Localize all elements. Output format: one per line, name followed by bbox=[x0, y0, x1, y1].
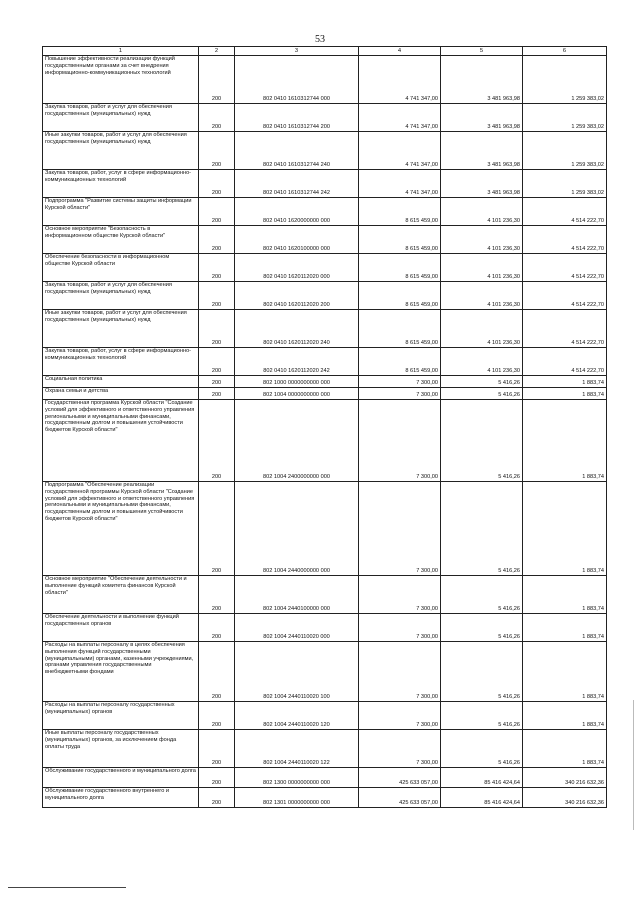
row-value-cell: 4 101 236,30 bbox=[441, 226, 523, 254]
row-value-cell: 5 416,26 bbox=[441, 642, 523, 702]
row-name-cell: Обеспечение безопасности в информационном обществе Курской области bbox=[43, 254, 199, 282]
row-value-cell: 5 416,26 bbox=[441, 730, 523, 768]
row-name-cell: Закупка товаров, работ, услуг в сфере информационно-коммуникационных технологий bbox=[43, 170, 199, 198]
row-value-cell: 340 216 632,36 bbox=[523, 768, 607, 788]
row-code-cell: 802 1301 0000000000 000 bbox=[235, 788, 359, 808]
row-name-cell: Закупка товаров, работ и услуг для обеспечения государственных (муниципальных) нужд bbox=[43, 104, 199, 132]
row-code-cell: 802 0410 1620112020 000 bbox=[235, 254, 359, 282]
row-value-cell: 7 300,00 bbox=[359, 730, 441, 768]
row-admin-cell: 200 bbox=[199, 702, 235, 730]
row-name-cell: Расходы на выплаты персоналу государственных (муниципальных) органов bbox=[43, 702, 199, 730]
row-name-cell: Закупка товаров, работ, услуг в сфере информационно-коммуникационных технологий bbox=[43, 348, 199, 376]
row-value-cell: 3 481 963,98 bbox=[441, 132, 523, 170]
row-value-cell: 8 615 459,00 bbox=[359, 226, 441, 254]
row-value-cell: 4 741 347,00 bbox=[359, 132, 441, 170]
row-value-cell: 4 101 236,30 bbox=[441, 254, 523, 282]
page-number: 53 bbox=[315, 34, 325, 45]
row-value-cell: 5 416,26 bbox=[441, 388, 523, 400]
row-name-cell: Повышение эффективности реализации функций государственными органами за счет внедрения информационно-коммуникационных технологий bbox=[43, 56, 199, 104]
row-admin-cell: 200 bbox=[199, 730, 235, 768]
row-value-cell: 3 481 963,98 bbox=[441, 170, 523, 198]
table-row bbox=[43, 56, 607, 104]
row-value-cell: 5 416,26 bbox=[441, 702, 523, 730]
row-value-cell: 1 883,74 bbox=[523, 702, 607, 730]
table-row bbox=[43, 104, 607, 132]
row-code-cell: 802 0410 1620112020 242 bbox=[235, 348, 359, 376]
row-value-cell: 7 300,00 bbox=[359, 400, 441, 482]
row-value-cell: 5 416,26 bbox=[441, 482, 523, 576]
row-admin-cell: 200 bbox=[199, 56, 235, 104]
row-admin-cell: 200 bbox=[199, 104, 235, 132]
row-value-cell: 1 883,74 bbox=[523, 642, 607, 702]
row-name-cell: Иные закупки товаров, работ и услуг для обеспечения государственных (муниципальных) нужд bbox=[43, 310, 199, 348]
table-row bbox=[43, 702, 607, 730]
row-value-cell: 85 416 424,64 bbox=[441, 768, 523, 788]
table-row bbox=[43, 614, 607, 642]
row-admin-cell: 200 bbox=[199, 388, 235, 400]
row-code-cell: 802 0410 1620000000 000 bbox=[235, 198, 359, 226]
row-value-cell: 4 514 222,70 bbox=[523, 226, 607, 254]
row-admin-cell: 200 bbox=[199, 482, 235, 576]
row-value-cell: 4 101 236,30 bbox=[441, 198, 523, 226]
table-row bbox=[43, 576, 607, 614]
row-code-cell: 802 1004 2400000000 000 bbox=[235, 400, 359, 482]
row-value-cell: 4 101 236,30 bbox=[441, 348, 523, 376]
header-cell: 3 bbox=[235, 47, 359, 56]
row-admin-cell: 200 bbox=[199, 348, 235, 376]
row-admin-cell: 200 bbox=[199, 576, 235, 614]
row-value-cell: 1 259 383,02 bbox=[523, 104, 607, 132]
row-name-cell: Социальная политика bbox=[43, 376, 199, 388]
row-value-cell: 5 416,26 bbox=[441, 614, 523, 642]
row-value-cell: 7 300,00 bbox=[359, 482, 441, 576]
row-value-cell: 5 416,26 bbox=[441, 400, 523, 482]
table-header-row bbox=[43, 47, 607, 56]
row-value-cell: 425 633 057,00 bbox=[359, 768, 441, 788]
row-value-cell: 8 615 459,00 bbox=[359, 254, 441, 282]
row-admin-cell: 200 bbox=[199, 226, 235, 254]
row-value-cell: 4 741 347,00 bbox=[359, 56, 441, 104]
row-name-cell: Расходы на выплаты персоналу в целях обеспечения выполнения функций государственными (муниципальными) органами, казенными учреждениями, органами управления государственными внебюджетными фондами bbox=[43, 642, 199, 702]
row-admin-cell: 200 bbox=[199, 614, 235, 642]
row-value-cell: 4 514 222,70 bbox=[523, 282, 607, 310]
row-code-cell: 802 1004 2440110020 000 bbox=[235, 614, 359, 642]
row-value-cell: 1 883,74 bbox=[523, 376, 607, 388]
row-value-cell: 1 883,74 bbox=[523, 388, 607, 400]
row-admin-cell: 200 bbox=[199, 170, 235, 198]
row-value-cell: 8 615 459,00 bbox=[359, 310, 441, 348]
row-admin-cell: 200 bbox=[199, 198, 235, 226]
row-value-cell: 1 259 383,02 bbox=[523, 132, 607, 170]
row-admin-cell: 200 bbox=[199, 768, 235, 788]
table-row bbox=[43, 282, 607, 310]
row-value-cell: 4 514 222,70 bbox=[523, 348, 607, 376]
row-value-cell: 8 615 459,00 bbox=[359, 282, 441, 310]
row-admin-cell: 200 bbox=[199, 282, 235, 310]
row-value-cell: 5 416,26 bbox=[441, 576, 523, 614]
row-value-cell: 4 514 222,70 bbox=[523, 198, 607, 226]
table-row bbox=[43, 482, 607, 576]
row-code-cell: 802 1000 0000000000 000 bbox=[235, 376, 359, 388]
row-value-cell: 7 300,00 bbox=[359, 642, 441, 702]
row-code-cell: 802 1300 0000000000 000 bbox=[235, 768, 359, 788]
row-value-cell: 4 101 236,30 bbox=[441, 310, 523, 348]
header-cell: 6 bbox=[523, 47, 607, 56]
row-value-cell: 8 615 459,00 bbox=[359, 198, 441, 226]
row-value-cell: 4 514 222,70 bbox=[523, 254, 607, 282]
row-value-cell: 3 481 963,98 bbox=[441, 56, 523, 104]
row-value-cell: 1 883,74 bbox=[523, 400, 607, 482]
table-row bbox=[43, 348, 607, 376]
row-code-cell: 802 0410 1620100000 000 bbox=[235, 226, 359, 254]
row-name-cell: Подпрограмма "Развитие системы защиты информации Курской области" bbox=[43, 198, 199, 226]
row-value-cell: 1 883,74 bbox=[523, 482, 607, 576]
row-name-cell: Иные закупки товаров, работ и услуг для обеспечения государственных (муниципальных) нужд bbox=[43, 132, 199, 170]
table-row bbox=[43, 730, 607, 768]
row-code-cell: 802 1004 2440000000 000 bbox=[235, 482, 359, 576]
row-value-cell: 8 615 459,00 bbox=[359, 348, 441, 376]
table-row bbox=[43, 198, 607, 226]
row-name-cell: Охрана семьи и детства bbox=[43, 388, 199, 400]
table-row bbox=[43, 310, 607, 348]
row-name-cell: Обслуживание государственного внутреннего и муниципального долга bbox=[43, 788, 199, 808]
row-admin-cell: 200 bbox=[199, 310, 235, 348]
row-name-cell: Основное мероприятие "Обеспечение деятельности и выполнение функций комитета финансов Курской области" bbox=[43, 576, 199, 614]
row-value-cell: 7 300,00 bbox=[359, 376, 441, 388]
table-row bbox=[43, 254, 607, 282]
header-cell: 4 bbox=[359, 47, 441, 56]
footer-divider bbox=[8, 887, 126, 888]
row-admin-cell: 200 bbox=[199, 400, 235, 482]
row-code-cell: 802 0410 1620112020 240 bbox=[235, 310, 359, 348]
row-admin-cell: 200 bbox=[199, 254, 235, 282]
table-row bbox=[43, 376, 607, 388]
row-admin-cell: 200 bbox=[199, 132, 235, 170]
row-code-cell: 802 1004 2440110020 100 bbox=[235, 642, 359, 702]
row-name-cell: Обеспечение деятельности и выполнение функций государственных органов bbox=[43, 614, 199, 642]
table-row bbox=[43, 788, 607, 808]
budget-table bbox=[42, 46, 607, 808]
row-value-cell: 1 259 383,02 bbox=[523, 56, 607, 104]
row-value-cell: 5 416,26 bbox=[441, 376, 523, 388]
row-code-cell: 802 0410 1610312744 000 bbox=[235, 56, 359, 104]
row-name-cell: Иные выплаты персоналу государственных (муниципальных) органов, за исключением фонда оплаты труда bbox=[43, 730, 199, 768]
row-value-cell: 4 741 347,00 bbox=[359, 170, 441, 198]
row-value-cell: 4 101 236,30 bbox=[441, 282, 523, 310]
table-row bbox=[43, 170, 607, 198]
row-code-cell: 802 1004 2440110020 122 bbox=[235, 730, 359, 768]
row-code-cell: 802 1004 2440100000 000 bbox=[235, 576, 359, 614]
row-value-cell: 7 300,00 bbox=[359, 614, 441, 642]
row-value-cell: 340 216 632,36 bbox=[523, 788, 607, 808]
row-name-cell: Закупка товаров, работ и услуг для обеспечения государственных (муниципальных) нужд bbox=[43, 282, 199, 310]
row-admin-cell: 200 bbox=[199, 642, 235, 702]
row-value-cell: 7 300,00 bbox=[359, 702, 441, 730]
table-row bbox=[43, 388, 607, 400]
table-row bbox=[43, 642, 607, 702]
scan-edge-mark bbox=[633, 700, 634, 830]
row-value-cell: 1 883,74 bbox=[523, 576, 607, 614]
header-cell: 2 bbox=[199, 47, 235, 56]
row-value-cell: 3 481 963,98 bbox=[441, 104, 523, 132]
table-row bbox=[43, 226, 607, 254]
row-value-cell: 7 300,00 bbox=[359, 576, 441, 614]
table-row bbox=[43, 132, 607, 170]
row-admin-cell: 200 bbox=[199, 376, 235, 388]
row-admin-cell: 200 bbox=[199, 788, 235, 808]
table-row bbox=[43, 400, 607, 482]
row-code-cell: 802 1004 0000000000 000 bbox=[235, 388, 359, 400]
row-value-cell: 1 883,74 bbox=[523, 614, 607, 642]
row-value-cell: 4 514 222,70 bbox=[523, 310, 607, 348]
row-name-cell: Подпрограмма "Обеспечение реализации государственной программы Курской области "Создание условий для эффективного и ответственного управления региональными и муниципальными финансами, государственным долгом и повышения устойчивости бюджетов Курской области" bbox=[43, 482, 199, 576]
row-code-cell: 802 0410 1620112020 200 bbox=[235, 282, 359, 310]
row-code-cell: 802 0410 1610312744 240 bbox=[235, 132, 359, 170]
header-cell: 5 bbox=[441, 47, 523, 56]
row-code-cell: 802 0410 1610312744 200 bbox=[235, 104, 359, 132]
row-value-cell: 85 416 424,64 bbox=[441, 788, 523, 808]
row-value-cell: 425 633 057,00 bbox=[359, 788, 441, 808]
table-row bbox=[43, 768, 607, 788]
row-code-cell: 802 1004 2440110020 120 bbox=[235, 702, 359, 730]
row-name-cell: Обслуживание государственного и муниципального долга bbox=[43, 768, 199, 788]
row-name-cell: Государственная программа Курской области "Создание условий для эффективного и ответственного управления региональными и муниципальными финансами, государственным долгом и повышения устойчивости бюджетов Курской области" bbox=[43, 400, 199, 482]
row-value-cell: 1 883,74 bbox=[523, 730, 607, 768]
row-value-cell: 7 300,00 bbox=[359, 388, 441, 400]
row-code-cell: 802 0410 1610312744 242 bbox=[235, 170, 359, 198]
row-value-cell: 1 259 383,02 bbox=[523, 170, 607, 198]
row-name-cell: Основное мероприятие "Безопасность в информационном обществе Курской области" bbox=[43, 226, 199, 254]
header-cell: 1 bbox=[43, 47, 199, 56]
row-value-cell: 4 741 347,00 bbox=[359, 104, 441, 132]
